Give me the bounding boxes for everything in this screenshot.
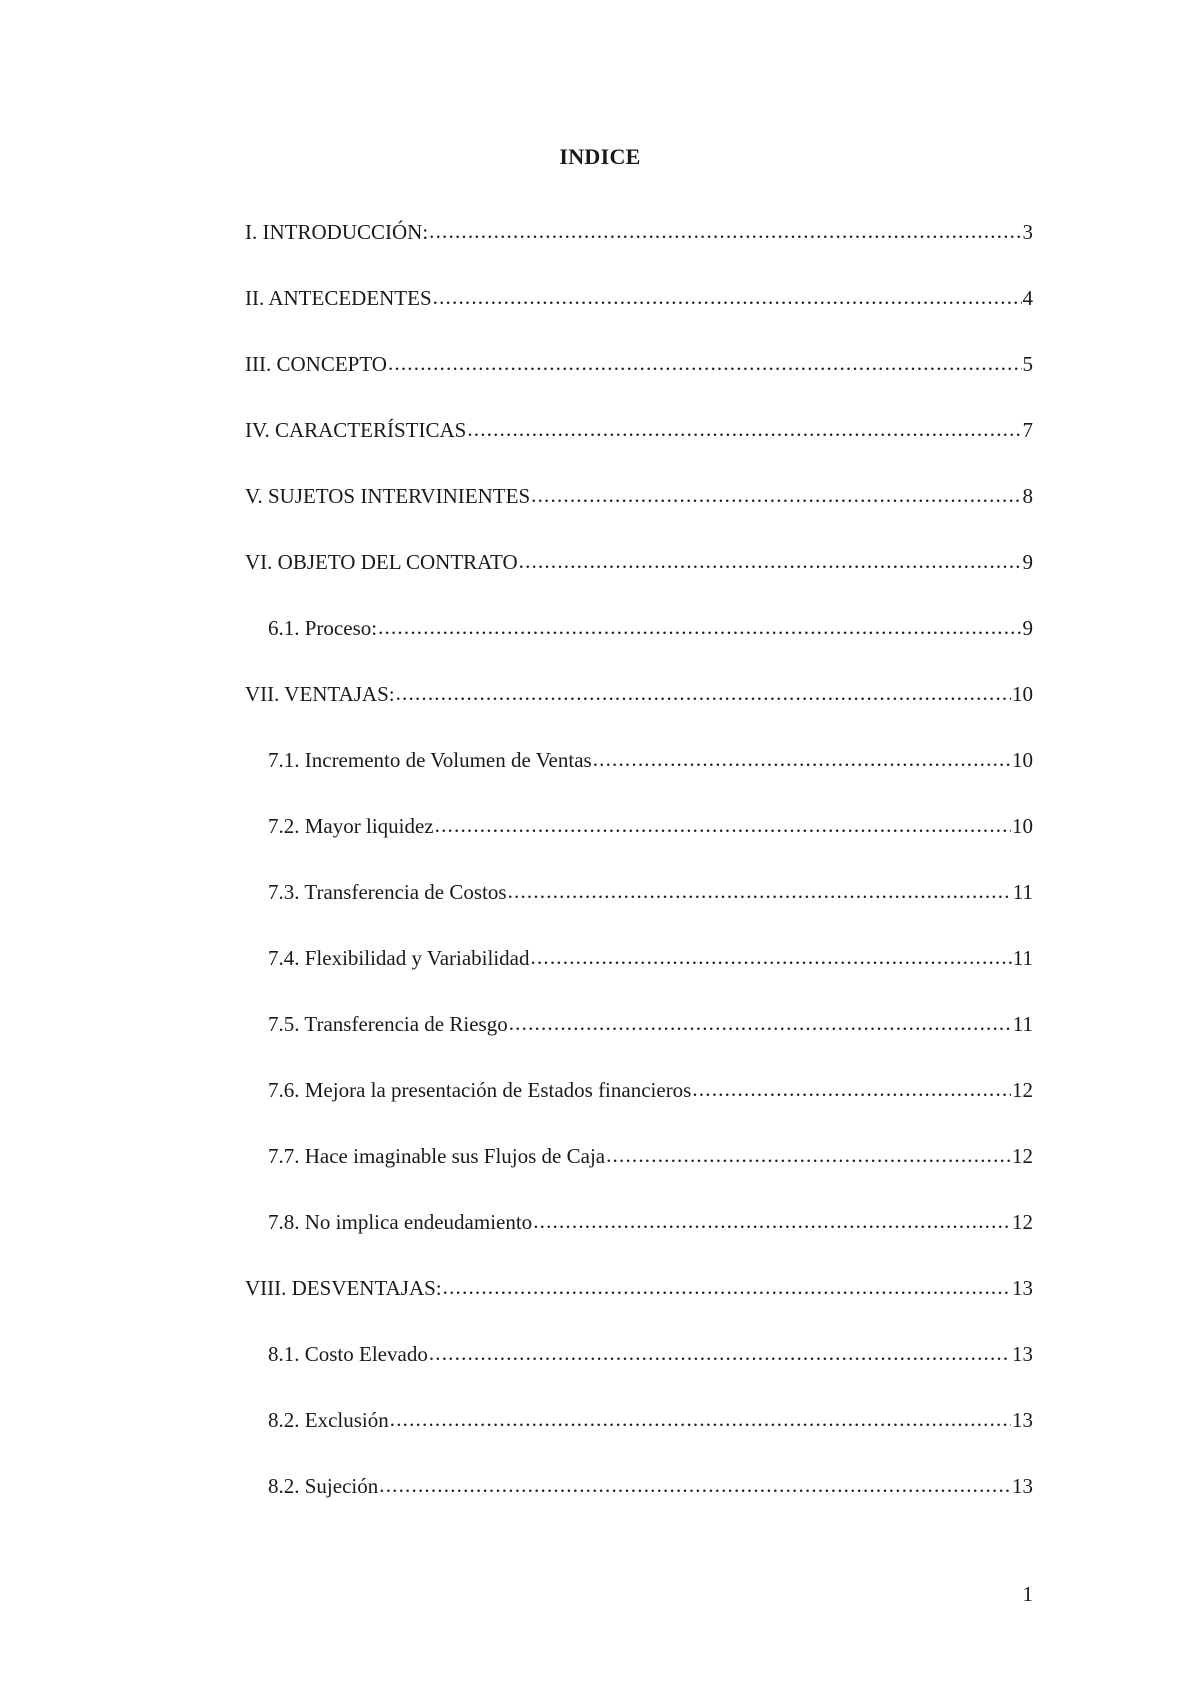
toc-dot-leader [606, 1141, 1011, 1169]
toc-entry-label: 8.2. Exclusión [268, 1408, 389, 1432]
toc-entry-label: 7.7. Hace imaginable sus Flujos de Caja [268, 1144, 606, 1168]
toc-dot-leader [531, 943, 1012, 971]
toc-dot-leader [531, 481, 1021, 509]
toc-entry-page: 4 [1022, 286, 1033, 310]
toc-dot-leader [429, 1339, 1011, 1367]
toc-entry-label: 8.2. Sujeción [268, 1474, 379, 1498]
toc-entry-page: 10 [1012, 748, 1033, 772]
toc-entry-page: 7 [1022, 418, 1033, 442]
toc-entry-page: 8 [1022, 484, 1033, 508]
toc-entry-page: 12 [1012, 1210, 1033, 1234]
toc-entry-page: 9 [1022, 550, 1033, 574]
toc-entry-label: 8.1. Costo Elevado [268, 1342, 428, 1366]
toc-entry-introduccion [245, 218, 1033, 246]
toc-entry-label: VI. OBJETO DEL CONTRATO [245, 550, 518, 574]
toc-dot-leader [396, 679, 1011, 707]
toc-entry-transferencia-riesgo [268, 1010, 1033, 1038]
toc-entry-page: 10 [1012, 682, 1033, 706]
toc-dot-leader [509, 1009, 1012, 1037]
toc-entry-label: III. CONCEPTO [245, 352, 387, 376]
toc-dot-leader [378, 613, 1021, 641]
toc-entry-label: 7.5. Transferencia de Riesgo [268, 1012, 508, 1036]
toc-entry-ventajas [245, 680, 1033, 708]
toc-entry-caracteristicas [245, 416, 1033, 444]
toc-entry-mejora-estados-financieros [268, 1076, 1033, 1104]
toc-entry-label: V. SUJETOS INTERVINIENTES [245, 484, 531, 508]
toc-entry-label: 7.1. Incremento de Volumen de Ventas [268, 748, 592, 772]
toc-entry-label: I. INTRODUCCIÓN: [245, 220, 429, 244]
toc-entry-incremento-volumen-ventas [268, 746, 1033, 774]
toc-entry-label: 7.3. Transferencia de Costos [268, 880, 507, 904]
toc-entry-label: 7.8. No implica endeudamiento [268, 1210, 533, 1234]
toc-entry-sujetos-intervinientes [245, 482, 1033, 510]
toc-dot-leader [429, 217, 1021, 245]
toc-entry-label: 6.1. Proceso: [268, 616, 378, 640]
toc-entry-exclusion [268, 1406, 1033, 1434]
toc-dot-leader [388, 349, 1022, 377]
toc-entry-label: 7.4. Flexibilidad y Variabilidad [268, 946, 530, 970]
toc-entry-page: 11 [1012, 1012, 1033, 1036]
toc-dot-leader [519, 547, 1022, 575]
toc-entry-costo-elevado [268, 1340, 1033, 1368]
toc-entry-transferencia-costos [268, 878, 1033, 906]
toc-entry-page: 3 [1022, 220, 1033, 244]
toc-dot-leader [433, 283, 1022, 311]
toc-entry-proceso [268, 614, 1033, 642]
toc-entry-page: 13 [1012, 1474, 1033, 1498]
toc-entry-mayor-liquidez [268, 812, 1033, 840]
toc-dot-leader [593, 745, 1011, 773]
toc-entry-concepto [245, 350, 1033, 378]
toc-dot-leader [533, 1207, 1011, 1235]
toc-dot-leader [467, 415, 1021, 443]
toc-entry-desventajas [245, 1274, 1033, 1302]
toc-entry-label: 7.2. Mayor liquidez [268, 814, 434, 838]
toc-entry-no-implica-endeudamiento [268, 1208, 1033, 1236]
toc-entry-label: II. ANTECEDENTES [245, 286, 432, 310]
toc-entry-flujos-de-caja [268, 1142, 1033, 1170]
page-title: INDICE [559, 144, 641, 169]
toc-entry-page: 12 [1012, 1144, 1033, 1168]
toc-entry-page: 12 [1012, 1078, 1033, 1102]
toc-dot-leader [443, 1273, 1011, 1301]
toc-dot-leader [435, 811, 1011, 839]
toc-entry-label: 7.6. Mejora la presentación de Estados financieros [268, 1078, 692, 1102]
toc-entry-label: VII. VENTAJAS: [245, 682, 395, 706]
toc-entry-page: 13 [1012, 1408, 1033, 1432]
toc-dot-leader [508, 877, 1012, 905]
toc-entry-label: IV. CARACTERÍSTICAS [245, 418, 467, 442]
toc-entry-page: 13 [1012, 1342, 1033, 1366]
toc-entry-label: VIII. DESVENTAJAS: [245, 1276, 442, 1300]
toc-entry-page: 9 [1022, 616, 1033, 640]
toc-dot-leader [692, 1075, 1011, 1103]
toc-entry-objeto-del-contrato [245, 548, 1033, 576]
toc-entry-flexibilidad-variabilidad [268, 944, 1033, 972]
toc-entry-page: 11 [1012, 880, 1033, 904]
toc-entry-antecedentes [245, 284, 1033, 312]
toc-entry-page: 13 [1012, 1276, 1033, 1300]
toc-entry-page: 11 [1012, 946, 1033, 970]
toc-entry-page: 5 [1022, 352, 1033, 376]
page-number: 1 [1022, 1582, 1033, 1606]
toc-dot-leader [379, 1471, 1011, 1499]
toc-entry-sujecion [268, 1472, 1033, 1500]
toc-entry-page: 10 [1012, 814, 1033, 838]
toc-dot-leader [390, 1405, 1011, 1433]
